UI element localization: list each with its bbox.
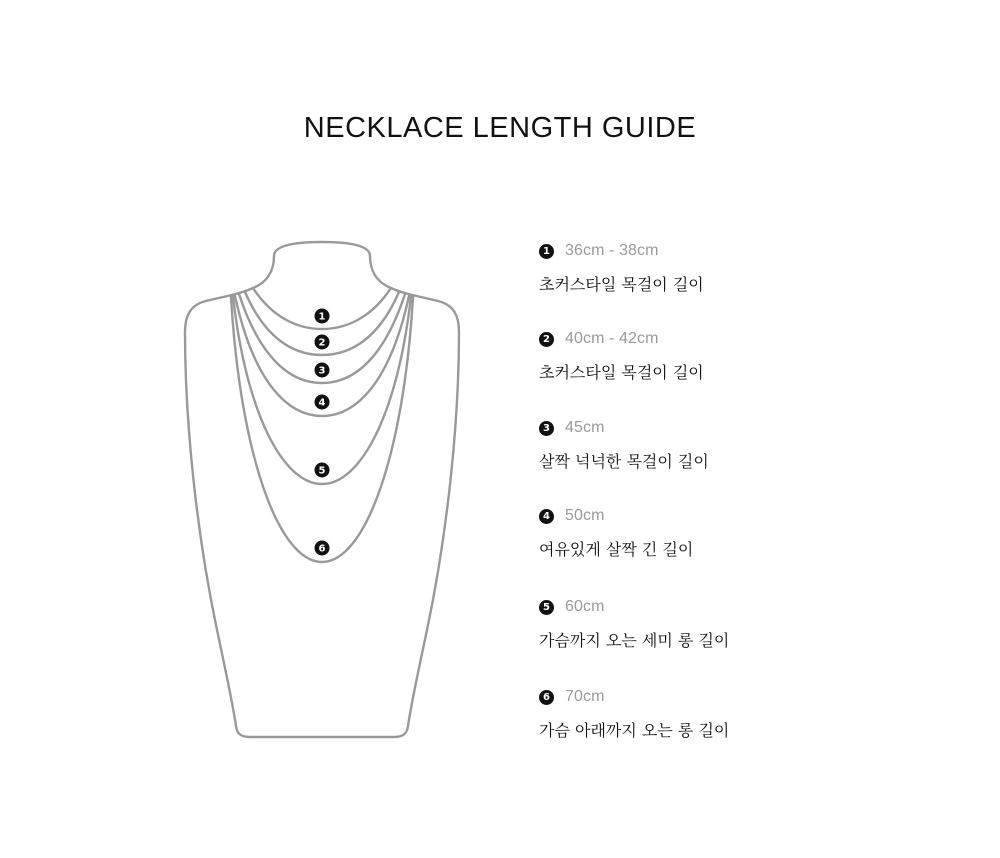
guide-item-5: [539, 596, 939, 666]
svg-text:3: 3: [318, 365, 326, 377]
length-description: 살짝 넉넉한 목걸이 길이: [539, 452, 709, 471]
guide-item-4: [539, 505, 939, 575]
svg-text:5: 5: [318, 465, 326, 477]
length-description: 초커스타일 목걸이 길이: [539, 275, 704, 294]
necklace-line-5: [233, 296, 411, 484]
length-value: 50cm: [565, 507, 605, 524]
length-value: 40cm - 42cm: [565, 330, 659, 347]
length-value: 70cm: [565, 688, 605, 705]
length-description: 가슴까지 오는 세미 롱 길이: [539, 631, 730, 650]
bust-marker-4: [315, 395, 330, 410]
bust-marker-1: [315, 309, 330, 324]
guide-item-2: [539, 328, 939, 398]
length-description: 여유있게 살짝 긴 길이: [539, 540, 694, 559]
length-value: 60cm: [565, 598, 605, 615]
guide-item-3: [539, 417, 939, 487]
length-value: 36cm - 38cm: [565, 242, 659, 259]
svg-text:1: 1: [318, 311, 326, 323]
number-badge: 3: [539, 421, 554, 436]
number-badge: 2: [539, 332, 554, 347]
bust-marker-6: [315, 541, 330, 556]
bust-marker-3: [315, 363, 330, 378]
svg-text:6: 6: [318, 543, 326, 555]
length-value: 45cm: [565, 419, 605, 436]
page-title: NECKLACE LENGTH GUIDE: [303, 112, 697, 144]
guide-item-1: [539, 240, 939, 310]
length-description: 가슴 아래까지 오는 롱 길이: [539, 721, 730, 740]
bust-marker-5: [315, 463, 330, 478]
bust-marker-2: [315, 335, 330, 350]
svg-text:2: 2: [318, 337, 326, 349]
number-badge: 1: [539, 244, 554, 259]
number-badge: 4: [539, 509, 554, 524]
number-badge: 5: [539, 600, 554, 615]
svg-text:4: 4: [318, 397, 326, 409]
number-badge: 6: [539, 690, 554, 705]
guide-item-6: [539, 686, 939, 756]
length-description: 초커스타일 목걸이 길이: [539, 363, 704, 382]
